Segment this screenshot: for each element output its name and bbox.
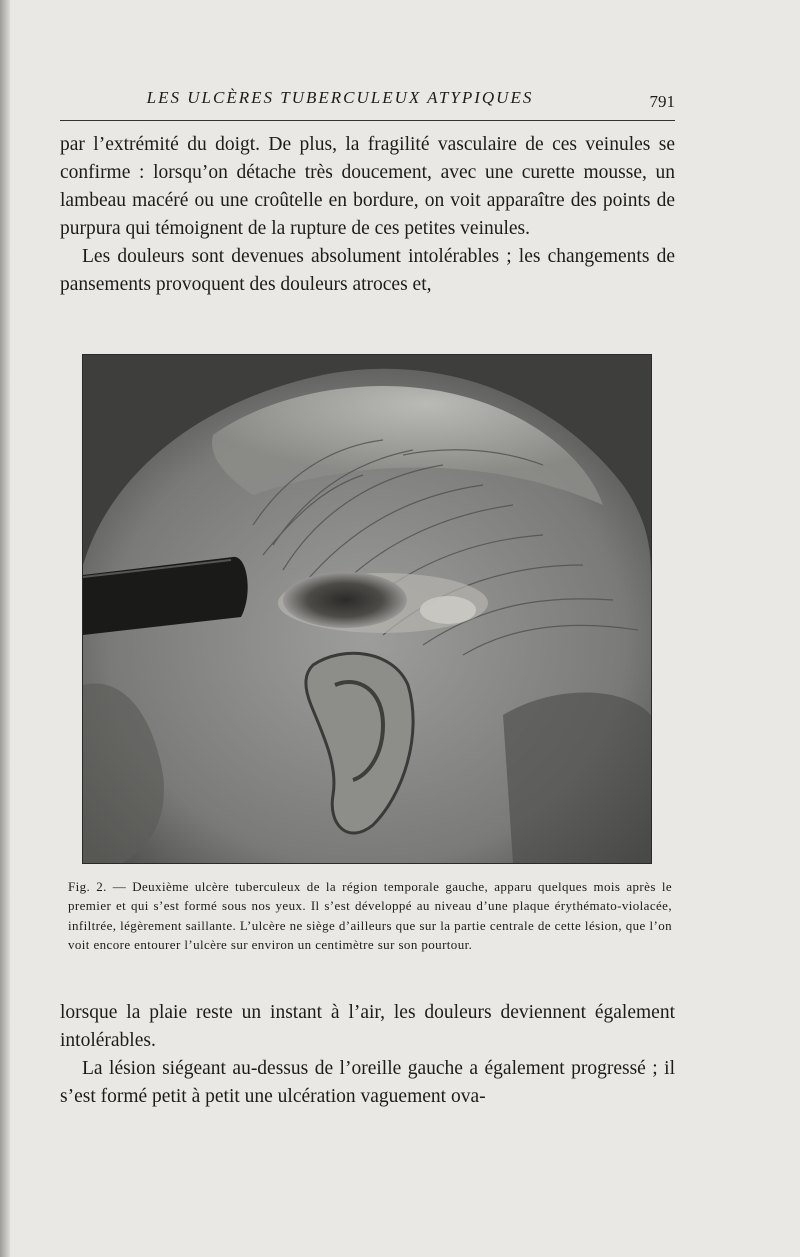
running-title: LES ULCÈRES TUBERCULEUX ATYPIQUES [146, 88, 534, 107]
running-head [60, 84, 675, 114]
text-block-top [60, 131, 675, 299]
caption-text: Deuxième ulcère tuberculeux de la région temporale gauche, apparu quelques mois après le premier et qui s’est formé sous nos yeux. Il s’est développé au niveau d’une plaque érythémato-violacée, infiltrée, légèrement saillante. L’ulcère ne siège d’ailleurs que sur la partie centrale de cette lésion, que l’on voit encore entourer l’ulcère sur environ un centimètre sur son pourtour. [68, 879, 672, 953]
lesion-edge [420, 596, 476, 624]
page-number: 791 [649, 92, 675, 111]
header-rule [60, 120, 675, 121]
paragraph: La lésion siégeant au-dessus de l’oreille gauche a également progressé ; il s’est formé petit à petit une ulcération vaguement ova- [60, 1058, 675, 1107]
paragraph: lorsque la plaie reste un instant à l’air, les douleurs deviennent également intolérables. [60, 1002, 675, 1051]
text-block-bottom [60, 999, 675, 1111]
figure-caption [68, 877, 672, 955]
paragraph: par l’extrémité du doigt. De plus, la fragilité vasculaire de ces veinules se confirme : lorsqu’on détache très doucement, avec une curette mousse, un lambeau macéré ou une croûtelle en bordure, on voit apparaître des points de purpura qui témoignent de la rupture de ces petites veinules. [60, 134, 675, 239]
page-binding-edge [0, 0, 10, 1257]
paragraph: Les douleurs sont devenues absolument intolérables ; les changements de pansements provoquent des douleurs atroces et, [60, 246, 675, 295]
figure-label: Fig. 2. — [68, 879, 127, 894]
ulcer-lesion [283, 572, 407, 628]
neck-shadow [503, 693, 651, 864]
clinical-photograph [82, 354, 652, 864]
